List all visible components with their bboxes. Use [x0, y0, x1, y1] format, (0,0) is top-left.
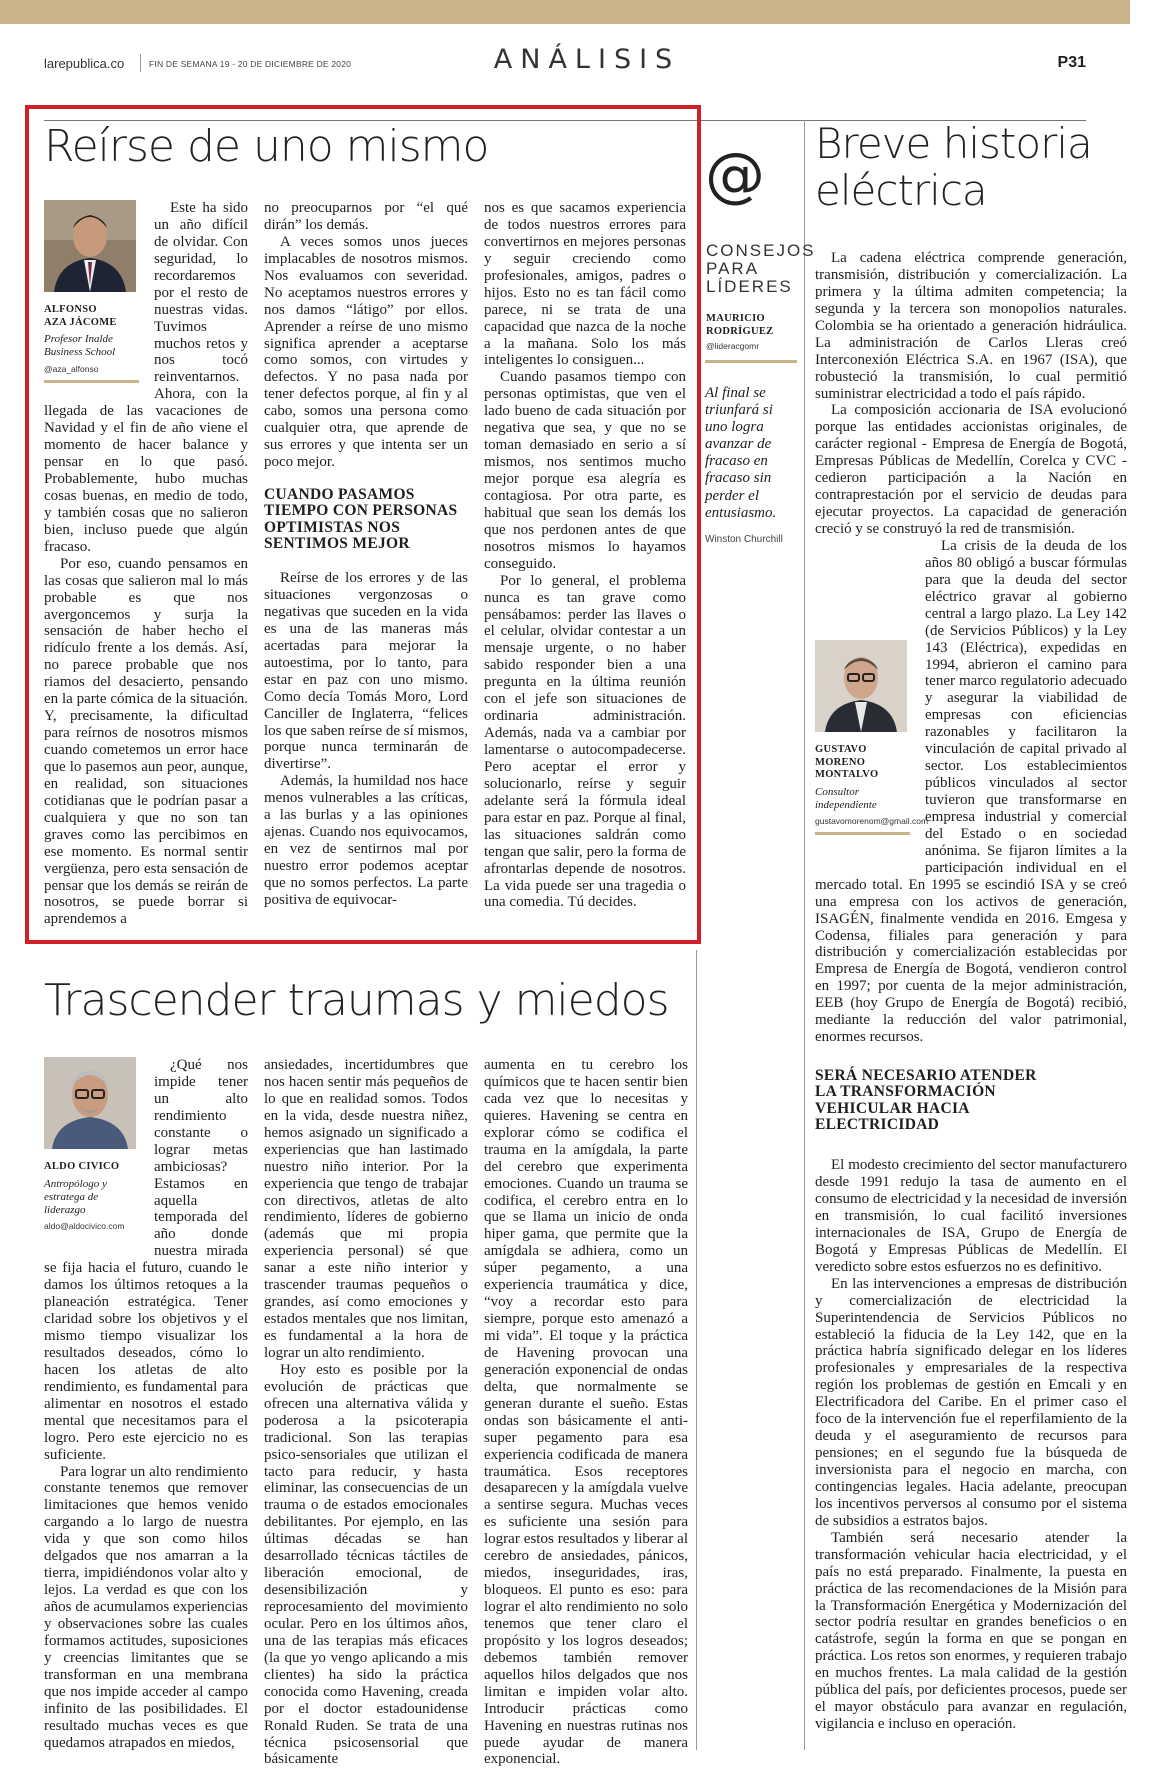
top-accent-bar	[0, 0, 1130, 24]
author-role-line: Consultor	[815, 785, 860, 798]
article-column	[264, 200, 468, 920]
paragraph: aumenta en tu cerebro los químicos que te hacen sentir bien cada vez que lo necesitas y quieres. Havening se centra en explorar cómo se codifica el trauma en la amígdala, la parte del cerebro que experimenta emociones. Cuando un trauma se codifica, el cerebro entra en lo que se llama un inicio de onda hiper gama, que permite que la amígdala se adhiera, como un súper pegamento, a una experiencia traumática y dice, “voy a recordar esto para siempre, porque esto amenazó a mi vida”. El toque y la práctica de Havening provocan una generación exponencial de ondas delta, que normalmente se generan durante el sueño. Estas ondas son básicamente el anti-super pegamento para esa experiencia codificada de manera traumática. Esos receptores desaparecen y la amígdala vuelve a sentirse segura. Muchas veces es suficiente una sesión para lograr estos resultados y liberar al cerebro de ansiedades, pánicos, miedos, inseguridades, iras, bloqueos. El punto es eso: para lograr el alto rendimiento no solo tenemos que tener claro el propósito y los logros deseados; debemos también remover aquellos hilos delgados que nos limitan e impiden volar alto. Introducir prácticas como Havening en nuestras rutinas nos puede ayudar de manera exponencial.	[484, 1057, 688, 1768]
paragraph: nos es que sacamos experiencia de todos nuestros errores para convertirnos en mejores personas y seguir creciendo como profesionales, amigos, padres o hijos. Esto no es tan fácil como parece, ni se trata de una capacidad que nazca de la noche a la mañana. Solo los más inteligentes lo consiguen...	[484, 200, 686, 369]
at-symbol: @	[705, 140, 765, 210]
author-role-line: Antropólogo y	[44, 1177, 107, 1190]
paragraph: La crisis de la deuda de los años 80 obligó a buscar fórmulas para que la deuda del sector eléctrico gravar al gobierno central a largo plazo. La Ley 142 (de Servicios Públicos) y la Ley 143 (Eléctrica), expedidas en 1994, abrieron el camino para tener marco regulatorio adecuado y asegurar la viabilidad de empresas con eficiencias razonables y facilitaron la vinculación de capital privado al sector. Los establecimientos públicos vinculados al sector tuvieron que transformarse en empresa industrial y comercial del Estado o en sociedad anónima. Se fijaron límites a la participación individual en el mercado total. En 1995 se escindió ISA y se creó una empresa con los activos de generación, ISAGÉN, finalmente vendida en 2016. Emgesa y Codensa, filiales para generación y para distribución y comercialización establecidas por Empresa de Energía de Bogotá, vendieron control en 1997; por cuenta de la mejor administración, EEB (hoy Grupo de Energía de Bogotá) recibió, mediante la reducción del valor patrimonial, enormes recursos.	[815, 537, 1127, 1046]
author-role-line: estratega de	[44, 1190, 99, 1203]
paragraph: Por eso, cuando pensamos en las cosas que salieron mal lo más probable es que nos avergoncemos y surja la sensación de haber hecho el ridículo frente a los demás. Así, no parece probable que nos riamos del desacierto, pensando en la parte cómica de la situación. Y, precisamente, la dificultad para reírnos de nosotros mismos cuando cometemos un error hace que lo pasemos aun peor, aunque, en realidad, son situaciones cotidianas que le podrían pasar a cualquiera y que no son tan graves como las percibimos en ese momento. Es normal sentir vergüenza, pero esta sensación de pensar que los demás se reirán de nosotros, se puede borrar si aprendemos a	[44, 555, 248, 928]
author-name-line: GUSTAVO	[815, 744, 867, 755]
sidebar-accent-rule	[705, 360, 797, 363]
article-title: Reírse de uno mismo	[44, 121, 489, 172]
title-line: Breve historia	[815, 119, 1092, 168]
site-name: larepublica.co	[44, 56, 125, 71]
subheading: SERÁ NECESARIO ATENDER LA TRANSFORMACIÓN VEHICULAR HACIA ELECTRICIDAD	[815, 1067, 1037, 1133]
article-column	[264, 1057, 468, 1768]
article-column	[815, 250, 1127, 1760]
paragraph: ¿Qué nos impide tener un alto rendimiento constante o lograr metas ambiciosas? Estamos en aquella temporada del año donde nuestra mirada se fija hacia el futuro, cuando le damos los últimos retoques a la planeación estratégica. Tener claridad sobre los objetivos y el mismo tiempo visualizar los resultados deseados, cómo lo hacen los atletas de alto rendimiento, es fundamental para alimentar en nosotros el estado mental que necesitamos para el logro. Pero este ejercicio no es suficiente.	[44, 1057, 248, 1463]
sidebar-author-handle: @lideracgomr	[706, 341, 760, 351]
author-email: gustavomorenom@gmail.com	[815, 816, 929, 827]
column-label	[706, 242, 816, 297]
paragraph: ansiedades, incertidumbres que nos hacen sentir más pequeños de lo que en realidad somos. Todos en la vida, desde nuestra niñez, hemos asignado un significado a experiencias que han lastimado nuestro niño interior. Por la experiencia que tengo de trabajar con directivos, atletas de alto rendimiento, líderes de gobierno (además que mi propia experiencia personal) sé que sanar a este niño interior y trascender traumas pequeños o grandes, así como emociones y estados mentales que nos limitan, es fundamental a la hora de lograr un alto rendimiento.	[264, 1057, 468, 1361]
paragraph: La composición accionaria de ISA evolucionó porque las entidades accionistas originales, de carácter regional - Empresa de Energía de Bogotá, Empresas Públicas de Medellín, Corelca y CVC - cedieron participación a la Nación en contraprestación por el servicio de deudas para ejecutar proyectos. La capacidad de generación creció y se construyó la red de transmisión.	[815, 402, 1127, 537]
article-column	[44, 200, 248, 928]
paragraph: En las intervenciones a empresas de distribución y comercialización de electricidad la Superintendencia de Servicios Públicos no estableció la fiducia de la Ley 142, que en la práctica habría significado delegar en los líderes profesionales y empresariales de la respectiva región los problemas de gestión en Emcali y en Electrificadora del Caribe. En el primer caso el foco de la intervención fue el reperfilamiento de la deuda y el aseguramiento de recursos para pensiones; en el segundo fue la búsqueda de inversionista para el negocio en marcha, con contingencias legales. Hacia adelante, preocupan los incentivos perversos al consumo por el sistema de subsidios a estratos bajos.	[815, 1275, 1127, 1529]
article-column	[484, 200, 686, 920]
paragraph: Reírse de los errores y de las situaciones vergonzosas o negativas que suceden en la vida es una de las maneras más acertadas para mejorar la autoestima, por lo tanto, para estar en paz con uno mismo. Como decía Tomás Moro, Lord Canciller de Inglaterra, “felices los que saben reírse de sí mismos, porque nunca terminarán de divertirse”.	[264, 570, 468, 773]
author-float-space	[44, 200, 154, 397]
paragraph: Ahora, con la llegada de las vacaciones de Navidad y el fin de año viene el momento de hacer balance y pensar en lo que pasó. Probablemente, hubo muchas cosas buenas, en medio de todo, y también cosas que no salieron bien, incluso puede que algún fracaso.	[44, 386, 248, 555]
column-divider	[804, 120, 805, 1750]
paragraph: no preocuparnos por “el qué dirán” los demás.	[264, 200, 468, 233]
sidebar-name-line: RODRÍGUEZ	[706, 325, 774, 337]
author-float-space	[815, 634, 929, 874]
sidebar-name-line: MAURICIO	[706, 313, 765, 324]
column-label-line: PARA	[706, 259, 760, 279]
author-role-line: liderazgo	[44, 1203, 86, 1216]
subheading: CUANDO PASAMOS TIEMPO CON PERSONAS OPTIMISTAS NOS SENTIMOS MEJOR	[264, 486, 458, 552]
edition-date: FIN DE SEMANA 19 - 20 DE DICIEMBRE DE 2020	[149, 59, 352, 69]
paragraph: Hoy esto es posible por la evolución de prácticas que ofrecen una alternativa válida y poderosa a la psicoterapia tradicional. Son las terapias psico-sensoriales que utilizan el tacto para reducir, y hasta eliminar, las consecuencias de un trauma o de estados emocionales debilitantes. Por ejemplo, en las últimas décadas se han desarrollado técnicas táctiles de liberación emocional, de desensibilización y reprocesamiento del movimiento ocular. Pero en los últimos años, una de las terapias más eficaces (la que yo vengo aplicando a mis clientes) ha sido la práctica conocida como Havening, creada por el doctor estadounidense Ronald Ruden. Se trata de una técnica psicosensorial que básicamente	[264, 1361, 468, 1768]
author-name-line: MORENO	[815, 756, 866, 768]
author-name-line: ALFONSO	[44, 304, 97, 315]
paragraph: Además, la humildad nos hace menos vulnerables a las críticas, a las burlas y a las opiniones ajenas. Cuando nos equivocamos, en vez de sentirnos mal por nuestro error podemos aceptar que no somos perfectos. La parte positiva de equivocar-	[264, 773, 468, 908]
pull-quote: Al final se triunfará si uno logra avanzar de fracaso en fracaso sin perder el entusiasmo.	[705, 385, 777, 521]
author-float-space	[44, 1057, 154, 1257]
paragraph: El modesto crecimiento del sector manufacturero desde 1991 redujo la tasa de aumento en el consumo de electricidad y la necesidad de inversión en transmisión, lo cual facilitó inversiones internacionales de ISA, Grupo de Energía de Bogotá y Empresas Públicas de Medellín. El veredicto sobre estos esfuerzos no es definitivo.	[815, 1157, 1127, 1275]
paragraph: Este ha sido un año difícil de olvidar. Con seguridad, lo recordaremos por el resto de nuestras vidas. Tuvimos muchos retos y nos tocó reinventarnos.	[154, 200, 248, 386]
article-column	[484, 1057, 688, 1768]
article-title: Trascender traumas y miedos	[44, 975, 669, 1026]
column-label-line: LÍDERES	[706, 277, 793, 297]
paragraph: Para lograr un alto rendimiento constante tenemos que remover limitaciones que hemos venido cargando a lo largo de nuestra vida y que son como hilos delgados que nos amarran a la tierra, impidiéndonos volar alto y lejos. La verdad es que con los años de acumulamos experiencias y observaciones sobre las cuales formamos actitudes, suposiciones y creencias limitantes que se transforman en una membrana que nos impide acceder al campo infinito de las posibilidades. El resultado muchas veces es que quedamos atrapados en miedos,	[44, 1463, 248, 1751]
author-name: ALDO CIVICO	[44, 1161, 120, 1172]
page-number: P31	[1057, 54, 1086, 71]
paragraph: Por lo general, el problema nunca es tan grave como pensábamos: perder las llaves o el celular, olvidar contestar a un mensaje urgente, o no haber sabido responder bien a una pregunta en la última reunión con el jefe son situaciones de ordinaria administración. Además, nada va a cambiar por lamentarse o autocompadecerse. Pero aceptar el error y solucionarlo, reírse y seguir adelante será la fórmula ideal para estar en paz. Porque al final, las situaciones saldrán como tengan que salir, pero la forma de afrontarlas depende de nosotros. La vida puede ser una tragedia o una comedia. Tú decides.	[484, 572, 686, 911]
author-name-line: AZA JÁCOME	[44, 316, 117, 328]
author-role-line: Business School	[44, 346, 116, 359]
title-line: eléctrica	[815, 166, 987, 216]
paragraph: También será necesario atender la transformación vehicular hacia electricidad, y el país no está preparado. Finalmente, la puesta en práctica de las recomendaciones de la Misión para la Transformación Energética y Modernización del sector podría resultar en grandes beneficios o en catástrofe, según la forma en que se pongan en práctica. Los retos son enormes, y requieren trabajo en muchos frentes. La mala calidad de la gestión pública del país, por deficientes procesos, puede ser el mayor obstáculo para avanzar en regulación, vigilancia e incluso en operación.	[815, 1529, 1127, 1733]
article-title	[815, 120, 1092, 214]
page-header	[0, 44, 1130, 84]
section-title: ANÁLISIS	[493, 44, 681, 75]
author-email: aldo@aldocivico.com	[44, 1221, 125, 1232]
author-role-line: independiente	[815, 798, 877, 811]
paragraph: La cadena eléctrica comprende generación, transmisión, distribución y comercialización. La primera y la última admiten competencia; la segunda y la tercera son monopolios naturales. Colombia se ha orientado a generación hidráulica. La administración de Carlos Lleras creó Interconexión Eléctrica S.A. en 1967 (ISA), que robusteció la transmisión, lo cual permitió suministrar electricidad a todo el país rápido.	[815, 250, 1127, 402]
author-role-line: Profesor Inalde	[44, 333, 113, 346]
article-column	[44, 1057, 248, 1757]
paragraph: Cuando pasamos tiempo con personas optimistas, que ven el lado bueno de cada situación por negativa que sea, y que no se toman demasiado en serio a sí mismos, nos sentimos mucho mejor porque esa alegría es contagiosa. Por otra parte, es habitual que sean los demás los que nos perdonen antes de que nosotros mismos lo hayamos conseguido.	[484, 369, 686, 572]
author-name-line: MONTALVO	[815, 769, 879, 781]
sidebar-author-name	[706, 313, 773, 338]
author-handle: @aza_alfonso	[44, 363, 99, 374]
column-divider	[696, 950, 697, 1750]
column-label-line: CONSEJOS	[706, 241, 816, 260]
paragraph: A veces somos unos jueces implacables de nosotros mismos. Nos evaluamos con severidad. No aceptamos nuestros errores y nos damos “látigo” por ellos. Aprender a reírse de uno mismo significa aprender a aceptarse como somos, con virtudes y defectos. Y no pasa nada por tener defectos porque, al fin y al cabo, somos una persona como cualquier otra, que aprende de sus errores y que intenta ser un poco mejor.	[264, 233, 468, 471]
quote-author: Winston Churchill	[705, 534, 783, 545]
